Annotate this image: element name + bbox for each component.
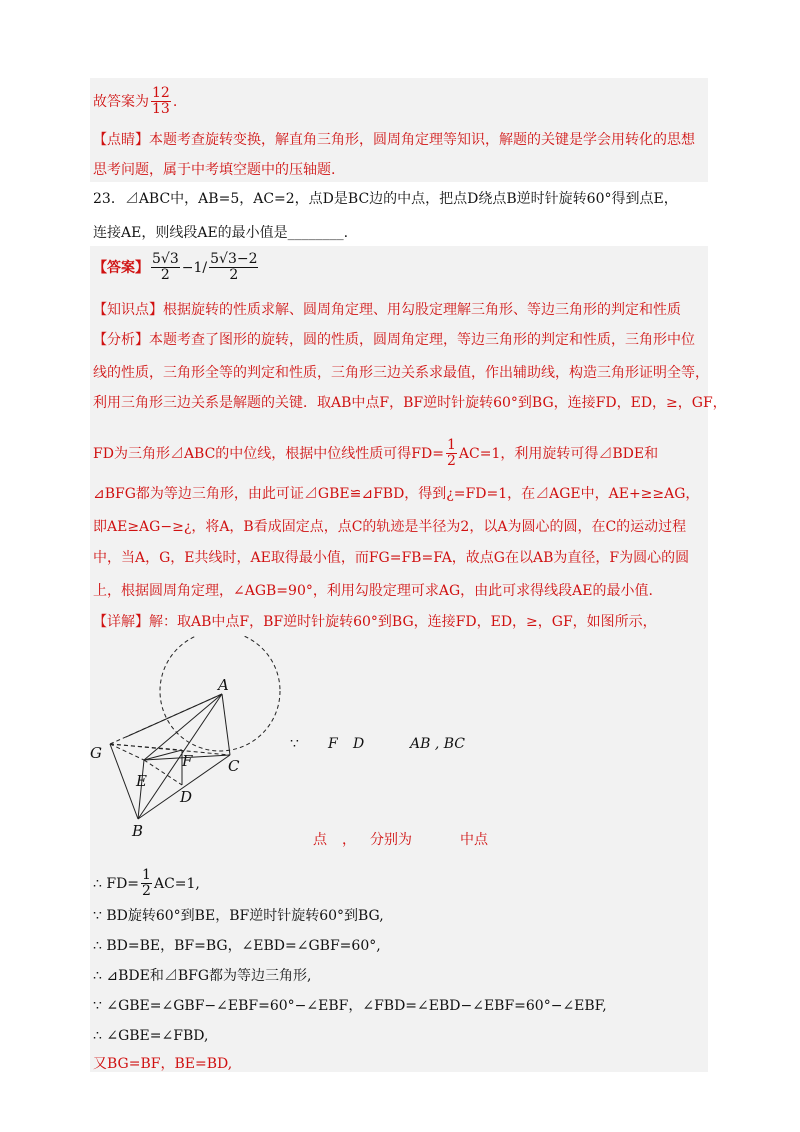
comment-line-2: 思考问题，属于中考填空题中的压轴题.: [93, 162, 336, 178]
points-comma: ，: [342, 832, 356, 848]
answer-fraction-1: [151, 252, 180, 284]
answer-line: [93, 86, 177, 118]
dashed-gf: [110, 744, 182, 750]
answer-fraction: [151, 86, 171, 118]
segments-ab-bc: AB , BC: [410, 736, 466, 752]
analysis-line-2: 线的性质，三角形全等的判定和性质，三角形三边关系求最值，作出辅助线，构造三角形证明全等，: [93, 365, 709, 381]
fraction-denominator: 13: [152, 101, 170, 118]
point-d: D: [353, 736, 365, 752]
question-line-2: 连接AE，则线段AE的最小值是________.: [93, 225, 349, 241]
proof-line-fd: [93, 868, 200, 900]
point-f: F: [328, 736, 338, 752]
fraction-numerator: 12: [152, 85, 170, 101]
fraction-denominator: 2: [142, 883, 151, 900]
proof-text: ∴ FD=: [93, 875, 140, 892]
label-c: C: [228, 757, 240, 775]
label-g: G: [90, 744, 102, 762]
fraction-numerator: 5√3−2: [210, 251, 258, 267]
proof-line-5: ∵ ∠GBE=∠GBF−∠EBF=60°−∠EBF，∠FBD=∠EBD−∠EBF=60°−∠EBF,: [93, 998, 607, 1014]
proof-line-6: ∴ ∠GBE=∠FBD,: [93, 1028, 209, 1044]
label-b: B: [132, 822, 144, 840]
analysis-text: FD为三角形⊿ABC的中位线，根据中位线性质可得FD=: [93, 445, 444, 462]
fraction-numerator: 1: [446, 437, 456, 453]
analysis-line-5: ⊿BFG都为等边三角形，由此可证⊿GBE≌⊿FBD，得到¿=FD=1，在⊿AGE中，AE+≥≥AG，: [93, 486, 700, 502]
label-a: A: [218, 676, 229, 694]
analysis-line-8: 上，根据圆周角定理，∠AGB=90°，利用勾股定理可求AG，由此可求得线段AE的最小值.: [93, 583, 653, 599]
fraction-denominator: 2: [229, 267, 239, 284]
points-word: 点: [313, 832, 327, 848]
points-midpoint: 中点: [460, 832, 488, 848]
label-f: F: [182, 752, 193, 770]
segment-ae: [144, 694, 222, 760]
half-fraction: [446, 438, 457, 470]
answer-formula: [93, 252, 260, 284]
geometry-figure: [86, 636, 296, 846]
label-d: D: [180, 788, 193, 806]
question-line-1: 23．⊿ABC中，AB=5，AC=2，点D是BC边的中点，把点D绕点B逆时针旋转60°得到点E，: [93, 191, 678, 207]
proof-line-3: ∴ BD=BE，BF=BG，∠EBD=∠GBF=60°,: [93, 938, 381, 954]
answer-tag: 【答案】: [93, 259, 149, 276]
points-are: 分别为: [370, 832, 412, 848]
proof-line-2: ∵ BD旋转60°到BE，BF逆时针旋转60°到BG,: [93, 908, 384, 924]
analysis-line-4: [93, 438, 658, 470]
label-e: E: [136, 772, 147, 790]
analysis-line-3: 利用三角形三边关系是解题的关键．取AB中点F，BF逆时针旋转60°到BG，连接FD，ED，≥，GF，: [93, 395, 727, 411]
proof-line-4: ∴ ⊿BDE和⊿BFG都为等边三角形,: [93, 968, 312, 984]
answer-fraction-2: [209, 252, 258, 284]
fraction-numerator: 1: [142, 867, 151, 883]
knowledge-line: 【知识点】根据旋转的性质求解、圆周角定理、用勾股定理解三角形、等边三角形的判定和性质: [93, 302, 681, 318]
analysis-line-7: 中，当A，G，E共线时，AE取得最小值，而FG=FB=FA，故点G在以AB为直径，F为圆心的圆: [93, 550, 690, 566]
proof-line-7: 又BG=BF，BE=BD,: [93, 1056, 233, 1072]
segment-ac: [222, 694, 230, 755]
analysis-line-1: 【分析】本题考查了图形的旋转，圆的性质，圆周角定理，等边三角形的判定和性质，三角形中位: [93, 332, 695, 348]
proof-text: AC=1,: [153, 875, 200, 892]
detail-line-1: 【详解】解：取AB中点F，BF逆时针旋转60°到BG，连接FD，ED，≥，GF，如图所示，: [93, 614, 657, 630]
answer-separator: −1/: [181, 259, 208, 276]
answer-suffix: .: [172, 93, 178, 110]
analysis-text: AC=1，利用旋转可得⊿BDE和: [458, 445, 659, 462]
because-symbol: ∵: [290, 736, 299, 752]
analysis-line-6: 即AE≥AG−≥¿，将A，B看成固定点，点C的轨迹是半径为2，以A为圆心的圆，在C的运动过程: [93, 519, 687, 535]
segment-gb: [110, 744, 138, 819]
fraction-numerator: 5√3: [152, 251, 179, 267]
half-fraction: [141, 868, 152, 900]
comment-line-1: 【点睛】本题考查旋转变换，解直角三角形，圆周角定理等知识，解题的关键是学会用转化的思想: [93, 132, 695, 148]
fraction-denominator: 2: [446, 453, 456, 470]
answer-prefix: 故答案为: [93, 93, 149, 110]
fraction-denominator: 2: [160, 267, 170, 284]
